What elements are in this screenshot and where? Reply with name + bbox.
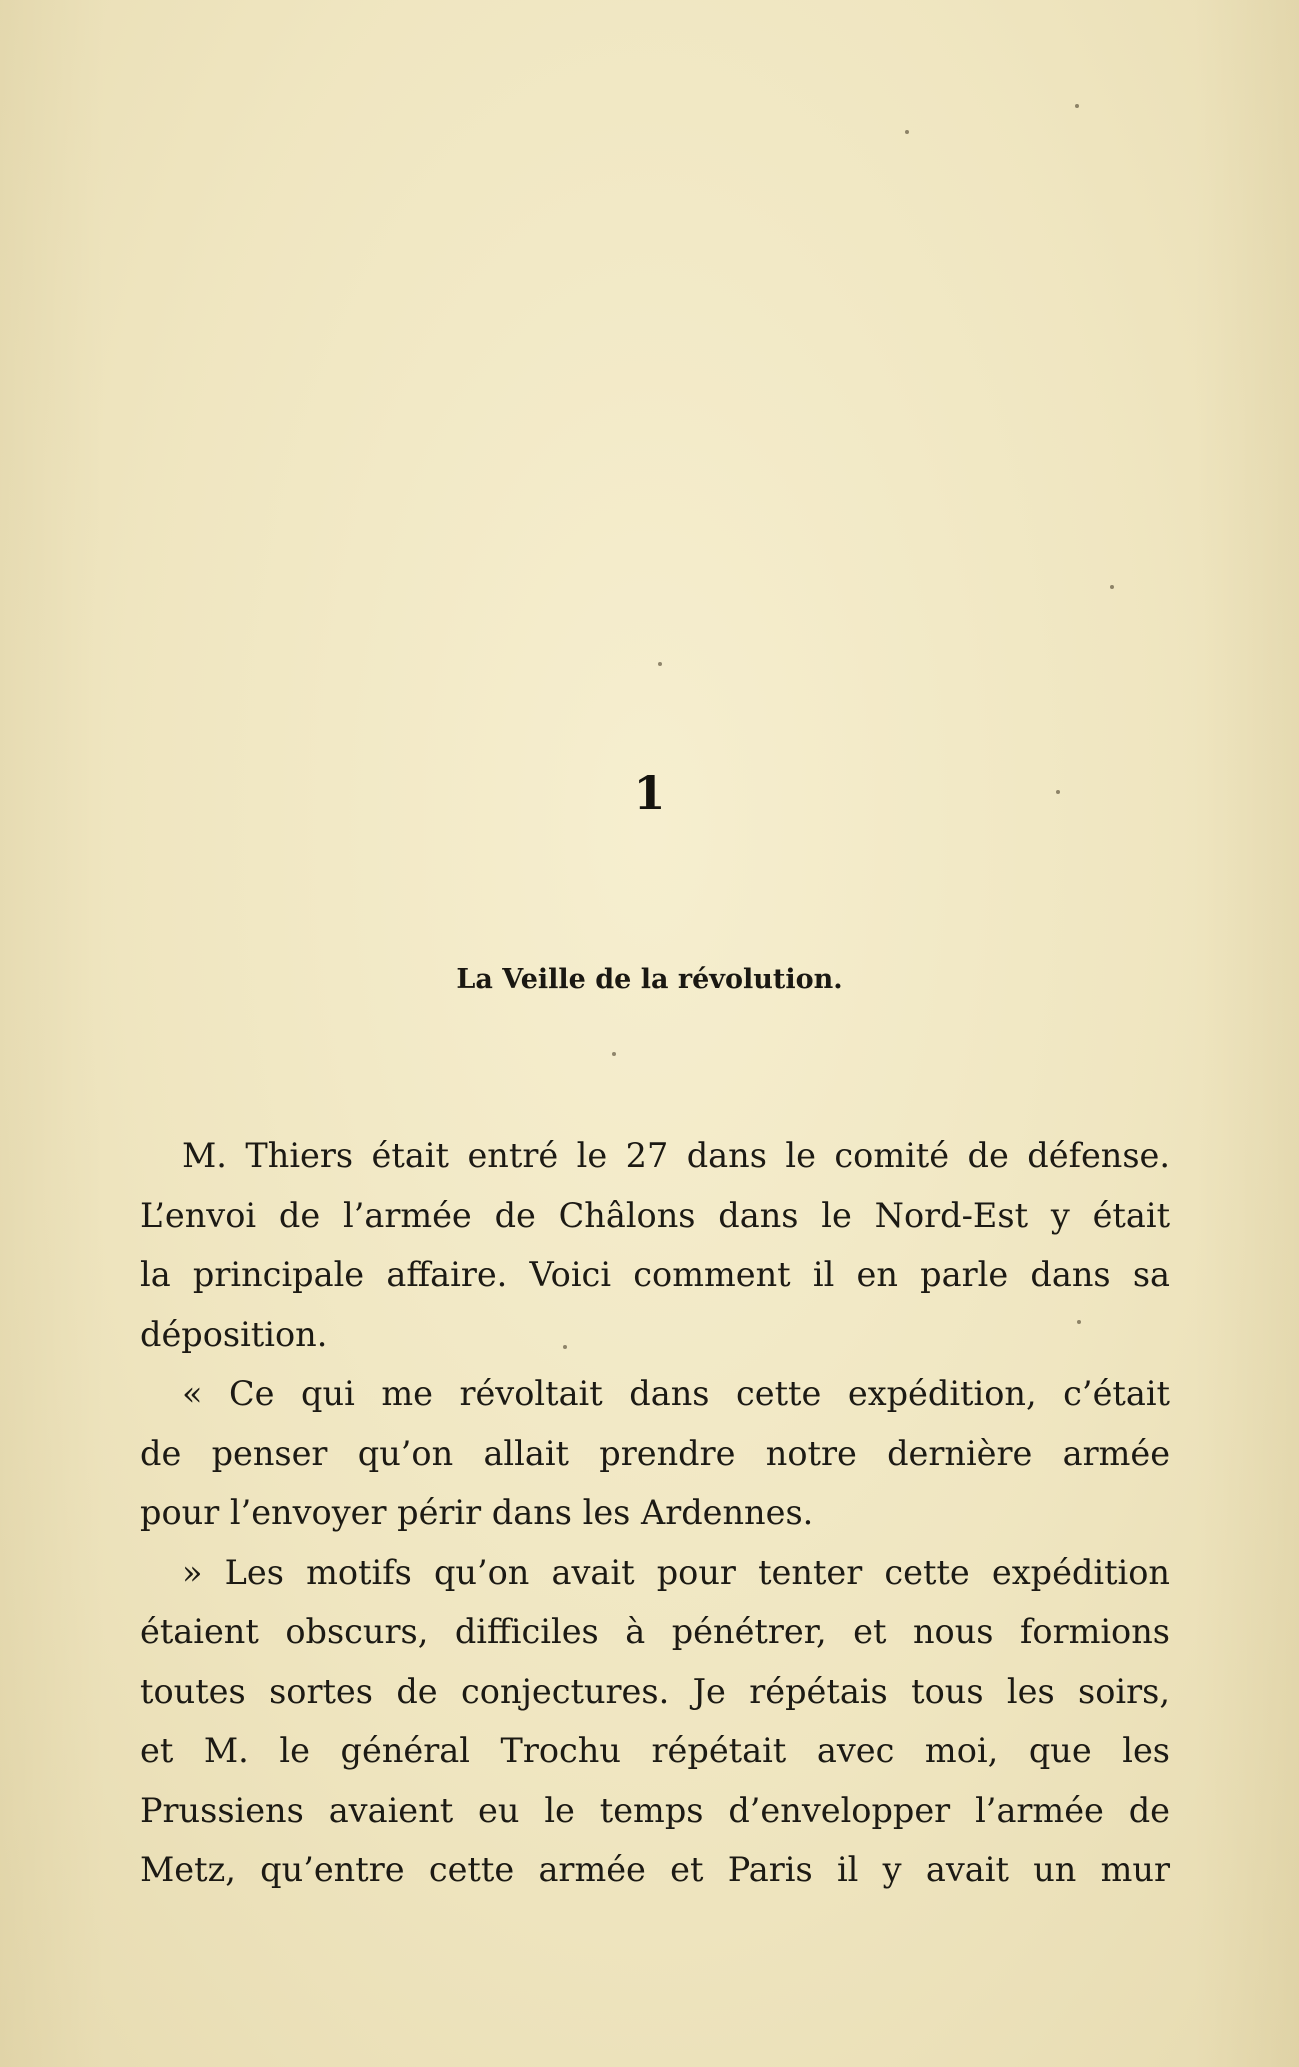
text-line: Metz, qu’entre cette armée et Paris il y avait un mur [140, 1850, 1171, 1889]
text-line: L’envoi de l’armée de Châlons dans le Nord-Est y était [140, 1195, 1171, 1235]
text-line: « Ce qui me révoltait dans cette expédition, c’était [182, 1374, 1171, 1413]
chapter-number: 1 [633, 766, 666, 820]
body-text [140, 1126, 1170, 1900]
paper-speck [905, 130, 909, 134]
text-line: de penser qu’on allait prendre notre dernière armée [140, 1433, 1171, 1473]
text-line: la principale affaire. Voici comment il en parle dans sa [140, 1255, 1171, 1294]
paper-speck [612, 1052, 616, 1056]
text-line: » Les motifs qu’on avait pour tenter cette expédition [182, 1552, 1170, 1592]
text-line: étaient obscurs, difficiles à pénétrer, et nous formions [140, 1612, 1170, 1651]
text-line: M. Thiers était entré le 27 dans le comité de défense. [182, 1136, 1171, 1175]
text-line: Prussiens avaient eu le temps d’envelopper l’armée de [140, 1790, 1171, 1830]
paper-speck [1075, 104, 1079, 108]
text-line: toutes sortes de conjectures. Je répétais tous les soirs, [140, 1671, 1170, 1711]
paper-speck [658, 662, 662, 666]
text-line: déposition. [140, 1314, 328, 1354]
paper-speck [1110, 585, 1114, 589]
text-line: pour l’envoyer périr dans les Ardennes. [140, 1493, 814, 1532]
text-line: et M. le général Trochu répétait avec moi, que les [140, 1731, 1170, 1770]
chapter-title: La Veille de la révolution. [456, 964, 843, 995]
